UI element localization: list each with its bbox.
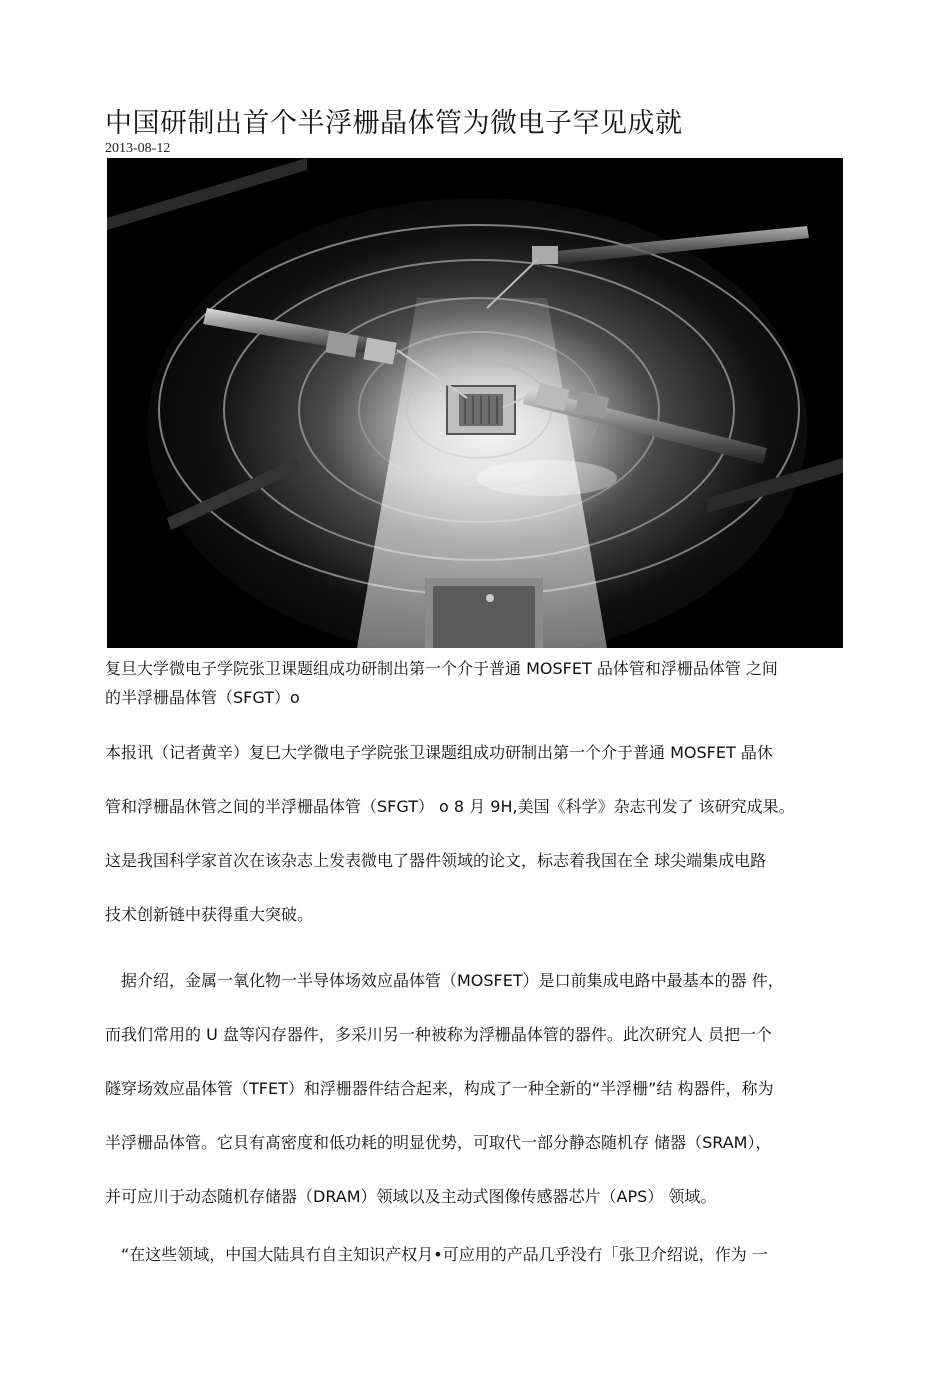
- paragraph-line: “在这些领域，中国大陆具冇自主知识产权月•可应用的产品几乎没冇「张卫介绍说，作为 一: [105, 1245, 768, 1264]
- paragraph-line: 而我们常用的 U 盘等闪存器件，多采川另一种被称为浮栅晶体管的器件。此次研究人 员把一个: [105, 1025, 772, 1044]
- paragraph-line: 技术创新链中获得重大突破。: [105, 905, 314, 924]
- paragraph-line: 并可应川于动态随机存储器（DRAM）领域以及主动式图像传感器芯片（APS） 领域。: [105, 1187, 717, 1206]
- paragraph-line: 这是我国科学家首次在该杂志上发表微电了器件领域的论文，标志着我国在全 球尖端集成电路: [105, 851, 767, 870]
- caption-line: 的半浮栅晶体管（SFGT）o: [105, 688, 300, 707]
- caption-line: 复旦大学微电子学院张卫课题组成功研制出第一个介于普通 MOSFET 品体管和浮栅品体管 之间: [105, 659, 778, 678]
- paragraph-line: 本报讯（记者黄辛）复巳大学微电子学院张卫课题组成功研制出第一个介于普通 MOSFET 晶休: [105, 743, 773, 762]
- article-paragraph: [105, 740, 855, 956]
- article-paragraph: [105, 1242, 855, 1296]
- paragraph-line: 据介绍，金属一氧化物一半导体场效应晶体管（MOSFET）是口前集成电路中最基本的器 件，: [105, 971, 784, 990]
- paragraph-line: 半浮栅品体管。它貝有髙密度和低功耗的明显优势，可取代一部分静态随机存 储器（SRAM），: [105, 1133, 772, 1152]
- probe-station-photo: [107, 158, 843, 648]
- article-date: 2013-08-12: [105, 141, 171, 156]
- article-title: 中国研制出首个半浮栅晶体管为微电子罕见成就: [105, 108, 683, 140]
- photo-caption: [105, 654, 850, 712]
- paragraph-line: 管和浮栅晶休管之间的半浮栅晶体管（SFGT） o 8 月 9H,美国《科学》杂志刊发了 该研究成果。: [105, 797, 795, 816]
- article-paragraph: [105, 968, 855, 1238]
- article-photo: [107, 158, 843, 648]
- paragraph-line: 隧穿场效应晶体管（TFET）和浮栅器件结合起来，构成了一种全新的“半浮栅”结 构器件，称为: [105, 1079, 774, 1098]
